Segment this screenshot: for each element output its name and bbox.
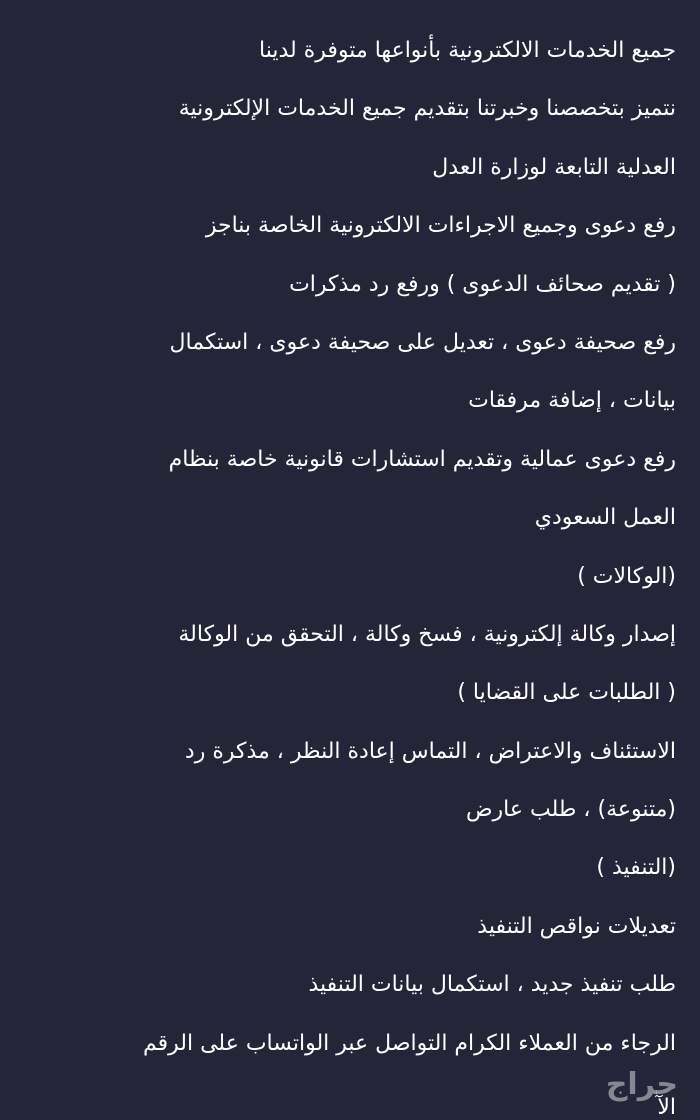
text-line: الرجاء من العملاء الكرام التواصل عبر الواتساب على الرقم: [142, 1030, 676, 1056]
ad-description: [18, 22, 676, 1073]
text-line: رفع صحيفة دعوى ، تعديل على صحيفة دعوى ، استكمال: [169, 329, 676, 355]
text-line: رفع دعوى عمالية وتقديم استشارات قانونية خاصة بنظام: [168, 446, 676, 472]
text-line: إصدار وكالة إلكترونية ، فسخ وكالة ، التحقق من الوكالة: [178, 621, 676, 647]
text-line: (الوكالات ): [577, 563, 676, 589]
text-line: بيانات ، إضافة مرفقات: [468, 388, 676, 414]
text-line: الاستئناف والاعتراض ، التماس إعادة النظر ، مذكرة رد: [184, 738, 676, 764]
text-line: (التنفيذ ): [596, 855, 676, 881]
text-line: ( تقديم صحائف الدعوى ) ورفع رد مذكرات: [289, 271, 676, 297]
text-line: (متنوعة) ، طلب عارض: [465, 797, 676, 823]
text-line: رفع دعوى وجميع الاجراءات الالكترونية الخاصة بناجز: [205, 213, 676, 239]
text-line: العمل السعودي: [534, 505, 676, 531]
text-line: جميع الخدمات الالكترونية بأنواعها متوفرة لدينا: [259, 38, 676, 63]
text-line: العدلية التابعة لوزارة العدل: [432, 154, 676, 180]
text-line: ( الطلبات على القضايا ): [457, 680, 676, 706]
text-line: نتميز بتخصصنا وخبرتنا بتقديم جميع الخدمات الإلكترونية: [178, 96, 676, 122]
haraj-watermark-logo: حراج: [605, 1067, 678, 1102]
text-line: تعديلات نواقص التنفيذ: [477, 913, 676, 939]
text-line: طلب تنفيذ جديد ، استكمال بيانات التنفيذ: [308, 972, 676, 998]
cutoff-text-line: الآ: [657, 1095, 676, 1120]
